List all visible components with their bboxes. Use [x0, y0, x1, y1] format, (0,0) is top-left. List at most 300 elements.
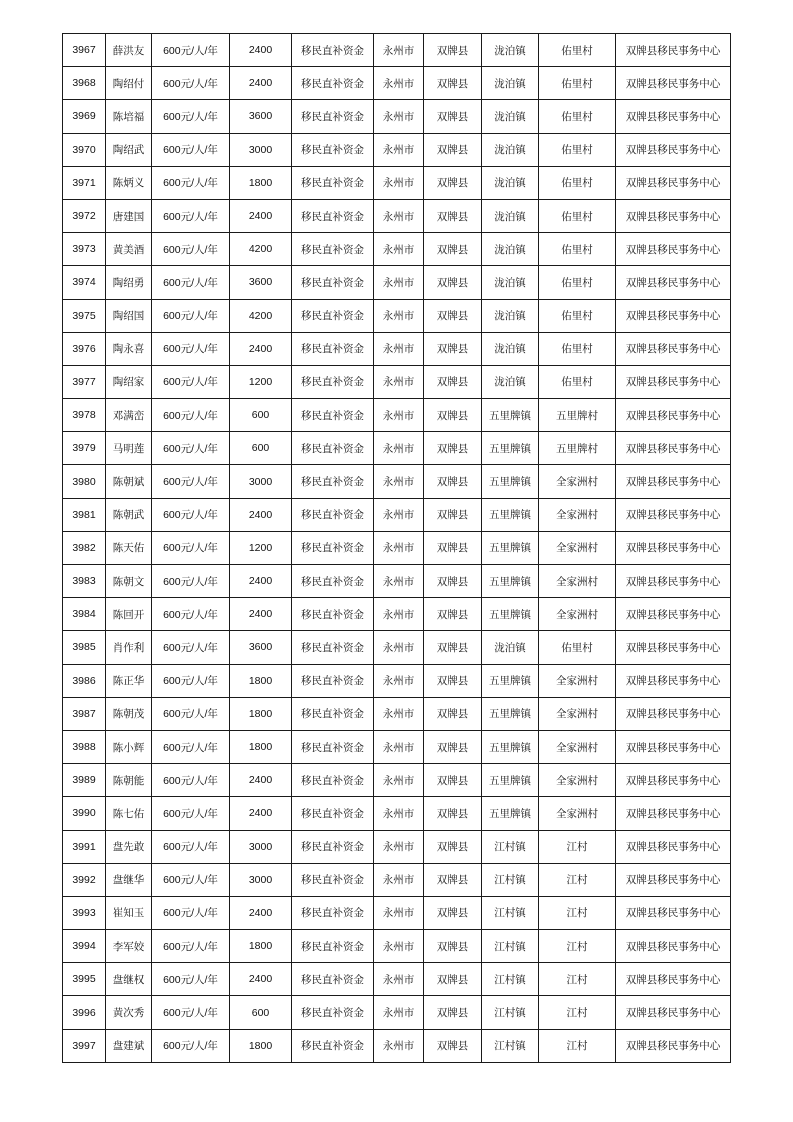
issuing-agency-cell: 双牌县移民事务中心: [616, 266, 731, 299]
village-cell: 佑里村: [539, 365, 616, 398]
city-cell: 永州市: [374, 233, 424, 266]
issuing-agency-cell: 双牌县移民事务中心: [616, 631, 731, 664]
subsidy-standard-cell: 600元/人/年: [152, 332, 230, 365]
town-cell: 五里牌镇: [482, 531, 539, 564]
city-cell: 永州市: [374, 598, 424, 631]
table-row: [63, 365, 731, 398]
village-cell: 全家洲村: [539, 598, 616, 631]
village-cell: 佑里村: [539, 133, 616, 166]
city-cell: 永州市: [374, 896, 424, 929]
serial-number-cell: 3988: [63, 730, 106, 763]
village-cell: 五里牌村: [539, 432, 616, 465]
table-row: [63, 133, 731, 166]
subsidy-standard-cell: 600元/人/年: [152, 996, 230, 1029]
recipient-name-cell: 陈朝能: [106, 764, 152, 797]
city-cell: 永州市: [374, 166, 424, 199]
town-cell: 泷泊镇: [482, 332, 539, 365]
village-cell: 江村: [539, 996, 616, 1029]
town-cell: 泷泊镇: [482, 266, 539, 299]
fund-type-cell: 移民直补资金: [292, 332, 374, 365]
town-cell: 五里牌镇: [482, 697, 539, 730]
recipient-name-cell: 邓满峦: [106, 399, 152, 432]
town-cell: 五里牌镇: [482, 764, 539, 797]
serial-number-cell: 3973: [63, 233, 106, 266]
recipient-name-cell: 黄美酒: [106, 233, 152, 266]
issuing-agency-cell: 双牌县移民事务中心: [616, 830, 731, 863]
county-cell: 双牌县: [424, 797, 482, 830]
village-cell: 佑里村: [539, 199, 616, 232]
amount-cell: 2400: [230, 764, 292, 797]
amount-cell: 2400: [230, 332, 292, 365]
serial-number-cell: 3972: [63, 199, 106, 232]
table-row: [63, 432, 731, 465]
village-cell: 五里牌村: [539, 399, 616, 432]
town-cell: 五里牌镇: [482, 399, 539, 432]
serial-number-cell: 3983: [63, 565, 106, 598]
issuing-agency-cell: 双牌县移民事务中心: [616, 863, 731, 896]
fund-type-cell: 移民直补资金: [292, 963, 374, 996]
village-cell: 全家洲村: [539, 797, 616, 830]
village-cell: 佑里村: [539, 67, 616, 100]
serial-number-cell: 3977: [63, 365, 106, 398]
recipient-name-cell: 唐建国: [106, 199, 152, 232]
serial-number-cell: 3996: [63, 996, 106, 1029]
recipient-name-cell: 陶绍家: [106, 365, 152, 398]
table-body: [63, 34, 731, 1063]
issuing-agency-cell: 双牌县移民事务中心: [616, 697, 731, 730]
county-cell: 双牌县: [424, 299, 482, 332]
table-row: [63, 896, 731, 929]
county-cell: 双牌县: [424, 631, 482, 664]
table-row: [63, 465, 731, 498]
city-cell: 永州市: [374, 797, 424, 830]
serial-number-cell: 3992: [63, 863, 106, 896]
subsidy-table: [62, 33, 731, 1063]
city-cell: 永州市: [374, 399, 424, 432]
recipient-name-cell: 薛洪友: [106, 34, 152, 67]
town-cell: 江村镇: [482, 1029, 539, 1062]
issuing-agency-cell: 双牌县移民事务中心: [616, 432, 731, 465]
town-cell: 江村镇: [482, 930, 539, 963]
subsidy-standard-cell: 600元/人/年: [152, 100, 230, 133]
amount-cell: 4200: [230, 233, 292, 266]
issuing-agency-cell: 双牌县移民事务中心: [616, 465, 731, 498]
amount-cell: 1800: [230, 166, 292, 199]
issuing-agency-cell: 双牌县移民事务中心: [616, 34, 731, 67]
county-cell: 双牌县: [424, 34, 482, 67]
county-cell: 双牌县: [424, 1029, 482, 1062]
amount-cell: 2400: [230, 199, 292, 232]
county-cell: 双牌县: [424, 963, 482, 996]
recipient-name-cell: 陶绍付: [106, 67, 152, 100]
table-row: [63, 34, 731, 67]
recipient-name-cell: 陈朝斌: [106, 465, 152, 498]
county-cell: 双牌县: [424, 465, 482, 498]
serial-number-cell: 3979: [63, 432, 106, 465]
issuing-agency-cell: 双牌县移民事务中心: [616, 133, 731, 166]
recipient-name-cell: 陈七佑: [106, 797, 152, 830]
table-row: [63, 67, 731, 100]
town-cell: 泷泊镇: [482, 67, 539, 100]
subsidy-standard-cell: 600元/人/年: [152, 266, 230, 299]
town-cell: 五里牌镇: [482, 465, 539, 498]
village-cell: 全家洲村: [539, 730, 616, 763]
county-cell: 双牌县: [424, 199, 482, 232]
village-cell: 全家洲村: [539, 498, 616, 531]
city-cell: 永州市: [374, 963, 424, 996]
amount-cell: 3000: [230, 830, 292, 863]
amount-cell: 2400: [230, 565, 292, 598]
table-row: [63, 531, 731, 564]
recipient-name-cell: 陶绍勇: [106, 266, 152, 299]
fund-type-cell: 移民直补资金: [292, 133, 374, 166]
table-row: [63, 299, 731, 332]
recipient-name-cell: 崔知玉: [106, 896, 152, 929]
issuing-agency-cell: 双牌县移民事务中心: [616, 498, 731, 531]
serial-number-cell: 3976: [63, 332, 106, 365]
village-cell: 佑里村: [539, 233, 616, 266]
fund-type-cell: 移民直补资金: [292, 764, 374, 797]
recipient-name-cell: 陶永喜: [106, 332, 152, 365]
village-cell: 佑里村: [539, 100, 616, 133]
amount-cell: 2400: [230, 797, 292, 830]
county-cell: 双牌县: [424, 930, 482, 963]
amount-cell: 3600: [230, 266, 292, 299]
recipient-name-cell: 肖作利: [106, 631, 152, 664]
subsidy-standard-cell: 600元/人/年: [152, 930, 230, 963]
amount-cell: 2400: [230, 34, 292, 67]
table-row: [63, 199, 731, 232]
fund-type-cell: 移民直补资金: [292, 1029, 374, 1062]
town-cell: 五里牌镇: [482, 730, 539, 763]
city-cell: 永州市: [374, 67, 424, 100]
amount-cell: 1800: [230, 664, 292, 697]
subsidy-standard-cell: 600元/人/年: [152, 764, 230, 797]
issuing-agency-cell: 双牌县移民事务中心: [616, 299, 731, 332]
town-cell: 江村镇: [482, 963, 539, 996]
subsidy-standard-cell: 600元/人/年: [152, 631, 230, 664]
subsidy-standard-cell: 600元/人/年: [152, 896, 230, 929]
town-cell: 五里牌镇: [482, 565, 539, 598]
serial-number-cell: 3968: [63, 67, 106, 100]
recipient-name-cell: 陈朝武: [106, 498, 152, 531]
issuing-agency-cell: 双牌县移民事务中心: [616, 365, 731, 398]
village-cell: 佑里村: [539, 34, 616, 67]
fund-type-cell: 移民直补资金: [292, 498, 374, 531]
city-cell: 永州市: [374, 465, 424, 498]
subsidy-standard-cell: 600元/人/年: [152, 830, 230, 863]
serial-number-cell: 3997: [63, 1029, 106, 1062]
amount-cell: 1800: [230, 930, 292, 963]
serial-number-cell: 3991: [63, 830, 106, 863]
table-row: [63, 730, 731, 763]
recipient-name-cell: 盘继权: [106, 963, 152, 996]
issuing-agency-cell: 双牌县移民事务中心: [616, 730, 731, 763]
amount-cell: 2400: [230, 963, 292, 996]
county-cell: 双牌县: [424, 664, 482, 697]
city-cell: 永州市: [374, 863, 424, 896]
city-cell: 永州市: [374, 565, 424, 598]
county-cell: 双牌县: [424, 764, 482, 797]
fund-type-cell: 移民直补资金: [292, 365, 374, 398]
fund-type-cell: 移民直补资金: [292, 199, 374, 232]
fund-type-cell: 移民直补资金: [292, 299, 374, 332]
village-cell: 江村: [539, 830, 616, 863]
town-cell: 泷泊镇: [482, 299, 539, 332]
table-row: [63, 764, 731, 797]
recipient-name-cell: 陈回开: [106, 598, 152, 631]
subsidy-standard-cell: 600元/人/年: [152, 233, 230, 266]
village-cell: 佑里村: [539, 631, 616, 664]
county-cell: 双牌县: [424, 67, 482, 100]
table-row: [63, 963, 731, 996]
recipient-name-cell: 盘建斌: [106, 1029, 152, 1062]
fund-type-cell: 移民直补资金: [292, 863, 374, 896]
amount-cell: 3000: [230, 863, 292, 896]
subsidy-standard-cell: 600元/人/年: [152, 432, 230, 465]
serial-number-cell: 3978: [63, 399, 106, 432]
village-cell: 江村: [539, 863, 616, 896]
town-cell: 江村镇: [482, 830, 539, 863]
county-cell: 双牌县: [424, 166, 482, 199]
table-row: [63, 830, 731, 863]
county-cell: 双牌县: [424, 332, 482, 365]
county-cell: 双牌县: [424, 100, 482, 133]
subsidy-standard-cell: 600元/人/年: [152, 166, 230, 199]
recipient-name-cell: 李军姣: [106, 930, 152, 963]
county-cell: 双牌县: [424, 863, 482, 896]
issuing-agency-cell: 双牌县移民事务中心: [616, 664, 731, 697]
village-cell: 全家洲村: [539, 664, 616, 697]
city-cell: 永州市: [374, 631, 424, 664]
table-row: [63, 399, 731, 432]
subsidy-standard-cell: 600元/人/年: [152, 863, 230, 896]
amount-cell: 3600: [230, 100, 292, 133]
recipient-name-cell: 盘继华: [106, 863, 152, 896]
village-cell: 江村: [539, 963, 616, 996]
issuing-agency-cell: 双牌县移民事务中心: [616, 996, 731, 1029]
village-cell: 江村: [539, 930, 616, 963]
county-cell: 双牌县: [424, 565, 482, 598]
fund-type-cell: 移民直补资金: [292, 664, 374, 697]
fund-type-cell: 移民直补资金: [292, 598, 374, 631]
issuing-agency-cell: 双牌县移民事务中心: [616, 565, 731, 598]
recipient-name-cell: 陈正华: [106, 664, 152, 697]
recipient-name-cell: 陈朝文: [106, 565, 152, 598]
town-cell: 五里牌镇: [482, 797, 539, 830]
amount-cell: 1800: [230, 697, 292, 730]
county-cell: 双牌县: [424, 896, 482, 929]
recipient-name-cell: 陈炳义: [106, 166, 152, 199]
county-cell: 双牌县: [424, 531, 482, 564]
village-cell: 江村: [539, 1029, 616, 1062]
amount-cell: 1800: [230, 730, 292, 763]
issuing-agency-cell: 双牌县移民事务中心: [616, 797, 731, 830]
town-cell: 江村镇: [482, 996, 539, 1029]
amount-cell: 1800: [230, 1029, 292, 1062]
town-cell: 泷泊镇: [482, 133, 539, 166]
town-cell: 泷泊镇: [482, 631, 539, 664]
amount-cell: 600: [230, 432, 292, 465]
issuing-agency-cell: 双牌县移民事务中心: [616, 166, 731, 199]
county-cell: 双牌县: [424, 266, 482, 299]
town-cell: 泷泊镇: [482, 199, 539, 232]
issuing-agency-cell: 双牌县移民事务中心: [616, 399, 731, 432]
subsidy-standard-cell: 600元/人/年: [152, 199, 230, 232]
serial-number-cell: 3995: [63, 963, 106, 996]
serial-number-cell: 3994: [63, 930, 106, 963]
issuing-agency-cell: 双牌县移民事务中心: [616, 896, 731, 929]
table-row: [63, 664, 731, 697]
table-row: [63, 996, 731, 1029]
subsidy-standard-cell: 600元/人/年: [152, 465, 230, 498]
issuing-agency-cell: 双牌县移民事务中心: [616, 199, 731, 232]
city-cell: 永州市: [374, 697, 424, 730]
city-cell: 永州市: [374, 199, 424, 232]
serial-number-cell: 3986: [63, 664, 106, 697]
county-cell: 双牌县: [424, 996, 482, 1029]
city-cell: 永州市: [374, 996, 424, 1029]
subsidy-standard-cell: 600元/人/年: [152, 34, 230, 67]
fund-type-cell: 移民直补资金: [292, 432, 374, 465]
city-cell: 永州市: [374, 432, 424, 465]
issuing-agency-cell: 双牌县移民事务中心: [616, 67, 731, 100]
issuing-agency-cell: 双牌县移民事务中心: [616, 100, 731, 133]
village-cell: 全家洲村: [539, 764, 616, 797]
subsidy-standard-cell: 600元/人/年: [152, 498, 230, 531]
recipient-name-cell: 黄次秀: [106, 996, 152, 1029]
serial-number-cell: 3970: [63, 133, 106, 166]
issuing-agency-cell: 双牌县移民事务中心: [616, 963, 731, 996]
village-cell: 佑里村: [539, 299, 616, 332]
county-cell: 双牌县: [424, 498, 482, 531]
issuing-agency-cell: 双牌县移民事务中心: [616, 1029, 731, 1062]
subsidy-standard-cell: 600元/人/年: [152, 697, 230, 730]
table-row: [63, 266, 731, 299]
amount-cell: 2400: [230, 598, 292, 631]
recipient-name-cell: 马明莲: [106, 432, 152, 465]
serial-number-cell: 3984: [63, 598, 106, 631]
fund-type-cell: 移民直补资金: [292, 930, 374, 963]
serial-number-cell: 3975: [63, 299, 106, 332]
city-cell: 永州市: [374, 299, 424, 332]
fund-type-cell: 移民直补资金: [292, 34, 374, 67]
serial-number-cell: 3993: [63, 896, 106, 929]
serial-number-cell: 3971: [63, 166, 106, 199]
table-row: [63, 1029, 731, 1062]
issuing-agency-cell: 双牌县移民事务中心: [616, 332, 731, 365]
town-cell: 五里牌镇: [482, 598, 539, 631]
table-row: [63, 332, 731, 365]
amount-cell: 2400: [230, 896, 292, 929]
town-cell: 五里牌镇: [482, 664, 539, 697]
subsidy-standard-cell: 600元/人/年: [152, 133, 230, 166]
village-cell: 佑里村: [539, 332, 616, 365]
amount-cell: 1200: [230, 531, 292, 564]
serial-number-cell: 3985: [63, 631, 106, 664]
table-row: [63, 233, 731, 266]
subsidy-standard-cell: 600元/人/年: [152, 531, 230, 564]
table-row: [63, 498, 731, 531]
issuing-agency-cell: 双牌县移民事务中心: [616, 764, 731, 797]
village-cell: 全家洲村: [539, 465, 616, 498]
fund-type-cell: 移民直补资金: [292, 631, 374, 664]
town-cell: 泷泊镇: [482, 365, 539, 398]
city-cell: 永州市: [374, 100, 424, 133]
subsidy-standard-cell: 600元/人/年: [152, 399, 230, 432]
amount-cell: 4200: [230, 299, 292, 332]
city-cell: 永州市: [374, 133, 424, 166]
county-cell: 双牌县: [424, 598, 482, 631]
county-cell: 双牌县: [424, 432, 482, 465]
town-cell: 泷泊镇: [482, 100, 539, 133]
village-cell: 佑里村: [539, 166, 616, 199]
table-row: [63, 863, 731, 896]
serial-number-cell: 3974: [63, 266, 106, 299]
town-cell: 江村镇: [482, 863, 539, 896]
subsidy-standard-cell: 600元/人/年: [152, 299, 230, 332]
table-row: [63, 797, 731, 830]
amount-cell: 3000: [230, 133, 292, 166]
city-cell: 永州市: [374, 830, 424, 863]
subsidy-standard-cell: 600元/人/年: [152, 565, 230, 598]
table-row: [63, 100, 731, 133]
fund-type-cell: 移民直补资金: [292, 166, 374, 199]
village-cell: 全家洲村: [539, 565, 616, 598]
city-cell: 永州市: [374, 34, 424, 67]
table-row: [63, 565, 731, 598]
town-cell: 泷泊镇: [482, 166, 539, 199]
county-cell: 双牌县: [424, 233, 482, 266]
fund-type-cell: 移民直补资金: [292, 996, 374, 1029]
subsidy-standard-cell: 600元/人/年: [152, 67, 230, 100]
village-cell: 全家洲村: [539, 697, 616, 730]
amount-cell: 2400: [230, 498, 292, 531]
table-row: [63, 930, 731, 963]
city-cell: 永州市: [374, 664, 424, 697]
fund-type-cell: 移民直补资金: [292, 797, 374, 830]
recipient-name-cell: 陈小辉: [106, 730, 152, 763]
issuing-agency-cell: 双牌县移民事务中心: [616, 930, 731, 963]
town-cell: 江村镇: [482, 896, 539, 929]
amount-cell: 3000: [230, 465, 292, 498]
city-cell: 永州市: [374, 266, 424, 299]
county-cell: 双牌县: [424, 365, 482, 398]
amount-cell: 1200: [230, 365, 292, 398]
recipient-name-cell: 盘先敢: [106, 830, 152, 863]
fund-type-cell: 移民直补资金: [292, 730, 374, 763]
city-cell: 永州市: [374, 498, 424, 531]
amount-cell: 600: [230, 399, 292, 432]
city-cell: 永州市: [374, 332, 424, 365]
village-cell: 佑里村: [539, 266, 616, 299]
issuing-agency-cell: 双牌县移民事务中心: [616, 598, 731, 631]
recipient-name-cell: 陶绍国: [106, 299, 152, 332]
city-cell: 永州市: [374, 531, 424, 564]
county-cell: 双牌县: [424, 830, 482, 863]
subsidy-standard-cell: 600元/人/年: [152, 963, 230, 996]
fund-type-cell: 移民直补资金: [292, 233, 374, 266]
table-row: [63, 598, 731, 631]
fund-type-cell: 移民直补资金: [292, 565, 374, 598]
amount-cell: 600: [230, 996, 292, 1029]
issuing-agency-cell: 双牌县移民事务中心: [616, 531, 731, 564]
issuing-agency-cell: 双牌县移民事务中心: [616, 233, 731, 266]
city-cell: 永州市: [374, 764, 424, 797]
city-cell: 永州市: [374, 730, 424, 763]
serial-number-cell: 3967: [63, 34, 106, 67]
serial-number-cell: 3981: [63, 498, 106, 531]
